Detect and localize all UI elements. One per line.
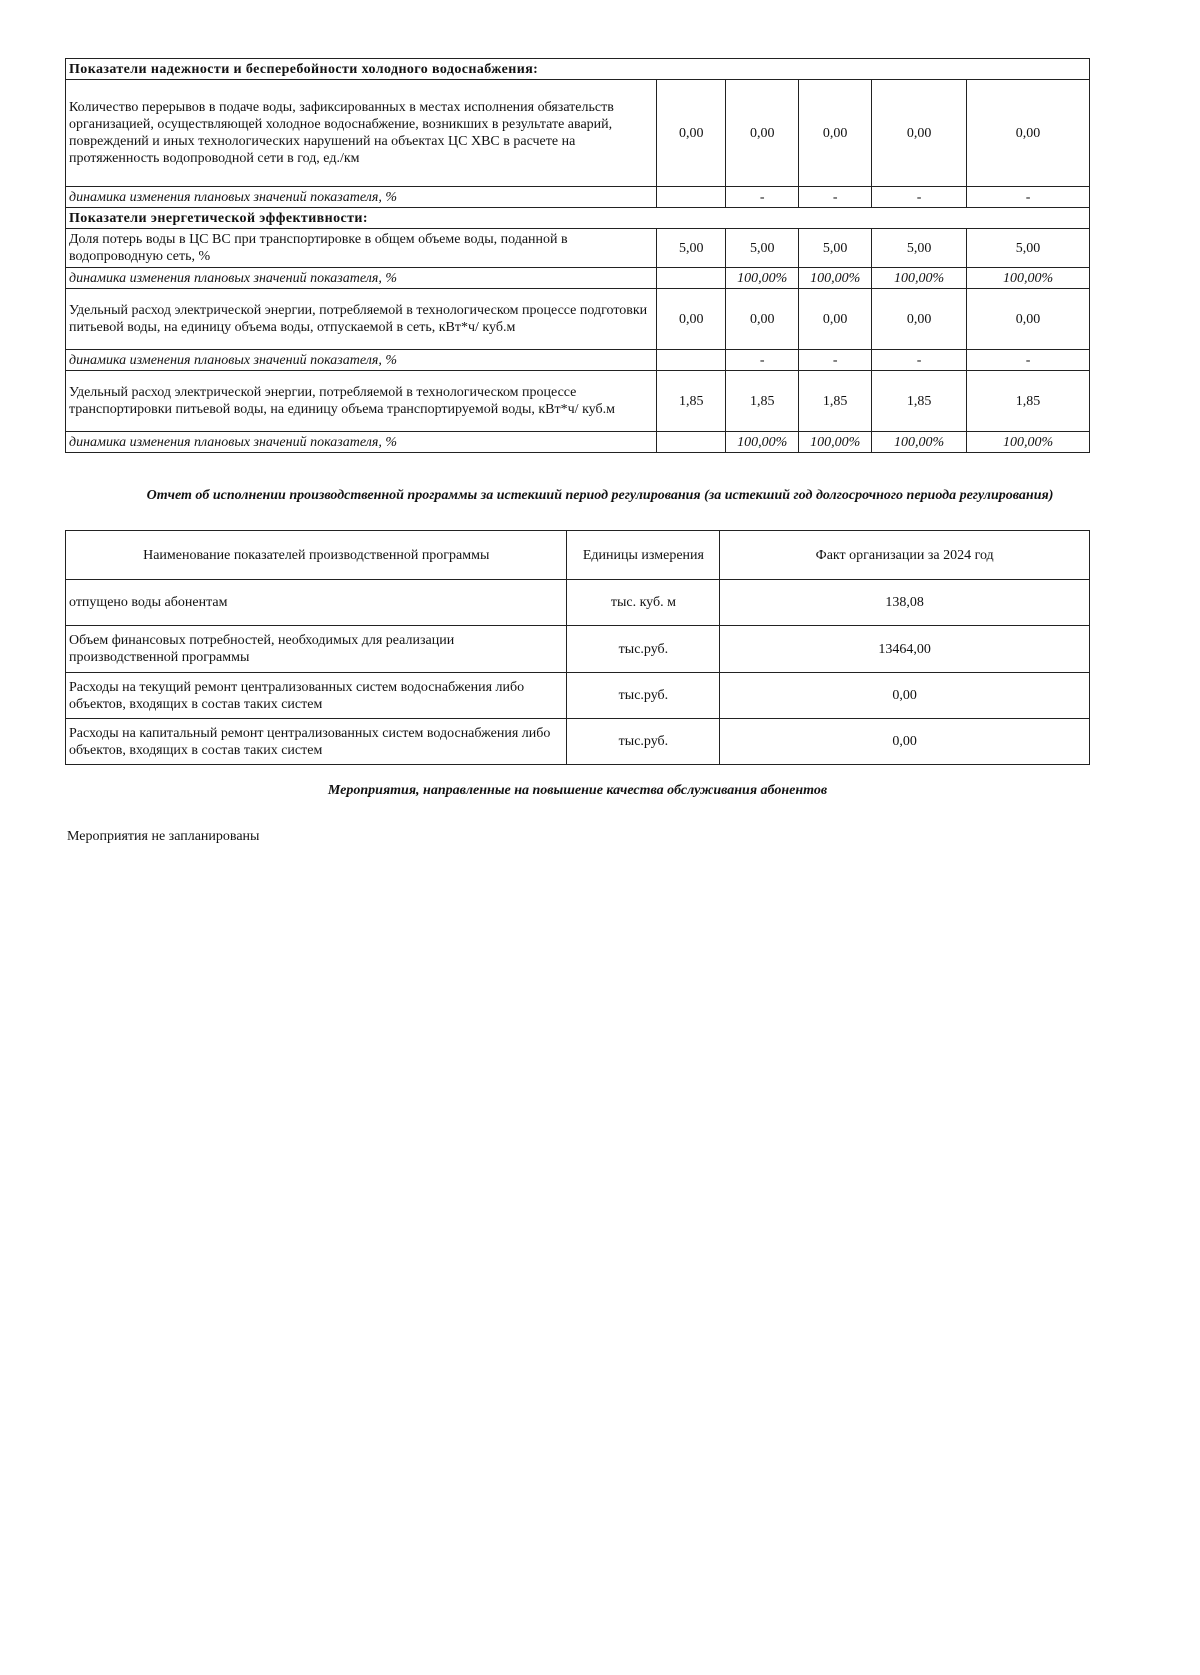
row-value: 0,00 — [726, 289, 799, 350]
row-value: 1,85 — [799, 371, 872, 432]
row-label: Удельный расход электрической энергии, потребляемой в технологическом процессе транспортировки питьевой воды, на единицу объема транспортируемой воды, кВт*ч/ куб.м — [66, 371, 657, 432]
row-value: 5,00 — [799, 229, 872, 268]
dynamics-value — [657, 350, 726, 371]
row-value: 0,00 — [657, 289, 726, 350]
table-row — [66, 289, 1090, 350]
dynamics-value: 100,00% — [967, 432, 1090, 453]
indicator-fact: 13464,00 — [720, 626, 1090, 673]
energy-section-header: Показатели энергетической эффективности: — [66, 208, 1090, 229]
indicator-name: отпущено воды абонентам — [66, 580, 567, 626]
dynamics-value: - — [872, 350, 967, 371]
measures-caption: Мероприятия, направленные на повышение качества обслуживания абонентов — [327, 783, 828, 798]
header-unit: Единицы измерения — [567, 531, 720, 580]
row-value: 0,00 — [967, 80, 1090, 187]
dynamics-value: 100,00% — [799, 268, 872, 289]
dynamics-value: 100,00% — [967, 268, 1090, 289]
indicator-unit: тыс.руб. — [567, 626, 720, 673]
dynamics-value: 100,00% — [872, 432, 967, 453]
indicator-fact: 0,00 — [720, 719, 1090, 765]
row-value: 0,00 — [726, 80, 799, 187]
table-row — [66, 371, 1090, 432]
row-label: Удельный расход электрической энергии, потребляемой в технологическом процессе подготовки питьевой воды, на единицу объема воды, отпускаемой в сеть, кВт*ч/ куб.м — [66, 289, 657, 350]
measures-note: Мероприятия не запланированы — [67, 829, 260, 844]
indicator-unit: тыс. куб. м — [567, 580, 720, 626]
table-row — [66, 673, 1090, 719]
table-header-row — [66, 531, 1090, 580]
dynamics-value — [657, 432, 726, 453]
table-row — [66, 268, 1090, 289]
dynamics-label: динамика изменения плановых значений показателя, % — [66, 432, 657, 453]
row-label: Количество перерывов в подаче воды, зафиксированных в местах исполнения обязательств организацией, осуществляющей холодное водоснабжение, возникших в результате аварий, повреждений и иных технологических нарушений на объектах ЦС ХВС в расчете на протяженность водопроводной сети в год, ед./км — [66, 80, 657, 187]
row-value: 0,00 — [657, 80, 726, 187]
table-row — [66, 350, 1090, 371]
dynamics-value: - — [726, 187, 799, 208]
dynamics-value: - — [967, 350, 1090, 371]
table-row — [66, 626, 1090, 673]
table-row — [66, 229, 1090, 268]
row-value: 5,00 — [967, 229, 1090, 268]
table-row — [66, 187, 1090, 208]
indicators-table — [65, 58, 1090, 453]
dynamics-value: 100,00% — [872, 268, 967, 289]
table-row — [66, 719, 1090, 765]
table-row — [66, 80, 1090, 187]
row-value: 0,00 — [799, 289, 872, 350]
dynamics-value: - — [726, 350, 799, 371]
dynamics-value: 100,00% — [726, 268, 799, 289]
dynamics-value — [657, 268, 726, 289]
header-fact: Факт организации за 2024 год — [720, 531, 1090, 580]
row-value: 0,00 — [799, 80, 872, 187]
reliability-section-header: Показатели надежности и бесперебойности холодного водоснабжения: — [66, 59, 1090, 80]
row-value: 0,00 — [872, 289, 967, 350]
dynamics-value — [657, 187, 726, 208]
row-value: 0,00 — [967, 289, 1090, 350]
dynamics-value: - — [799, 350, 872, 371]
indicator-name: Расходы на текущий ремонт централизованных систем водоснабжения либо объектов, входящих в состав таких систем — [66, 673, 567, 719]
row-label: Доля потерь воды в ЦС ВС при транспортировке в общем объеме воды, поданной в водопроводную сеть, % — [66, 229, 657, 268]
dynamics-value: - — [799, 187, 872, 208]
indicator-fact: 138,08 — [720, 580, 1090, 626]
indicator-unit: тыс.руб. — [567, 673, 720, 719]
dynamics-value: 100,00% — [799, 432, 872, 453]
indicator-fact: 0,00 — [720, 673, 1090, 719]
row-value: 5,00 — [872, 229, 967, 268]
row-value: 0,00 — [872, 80, 967, 187]
dynamics-label: динамика изменения плановых значений показателя, % — [66, 350, 657, 371]
indicator-name: Объем финансовых потребностей, необходимых для реализации производственной программы — [66, 626, 567, 673]
report-table — [65, 530, 1090, 765]
row-value: 1,85 — [872, 371, 967, 432]
row-value: 5,00 — [657, 229, 726, 268]
header-name: Наименование показателей производственной программы — [66, 531, 567, 580]
dynamics-value: - — [967, 187, 1090, 208]
row-value: 1,85 — [657, 371, 726, 432]
table-row — [66, 432, 1090, 453]
row-value: 5,00 — [726, 229, 799, 268]
row-value: 1,85 — [726, 371, 799, 432]
report-caption: Отчет об исполнении производственной программы за истекший период регулирования (за истекший год долгосрочного периода регулирования) — [146, 488, 1054, 503]
dynamics-value: - — [872, 187, 967, 208]
indicator-name: Расходы на капитальный ремонт централизованных систем водоснабжения либо объектов, входящих в состав таких систем — [66, 719, 567, 765]
dynamics-value: 100,00% — [726, 432, 799, 453]
dynamics-label: динамика изменения плановых значений показателя, % — [66, 268, 657, 289]
row-value: 1,85 — [967, 371, 1090, 432]
table-row — [66, 580, 1090, 626]
dynamics-label: динамика изменения плановых значений показателя, % — [66, 187, 657, 208]
indicator-unit: тыс.руб. — [567, 719, 720, 765]
